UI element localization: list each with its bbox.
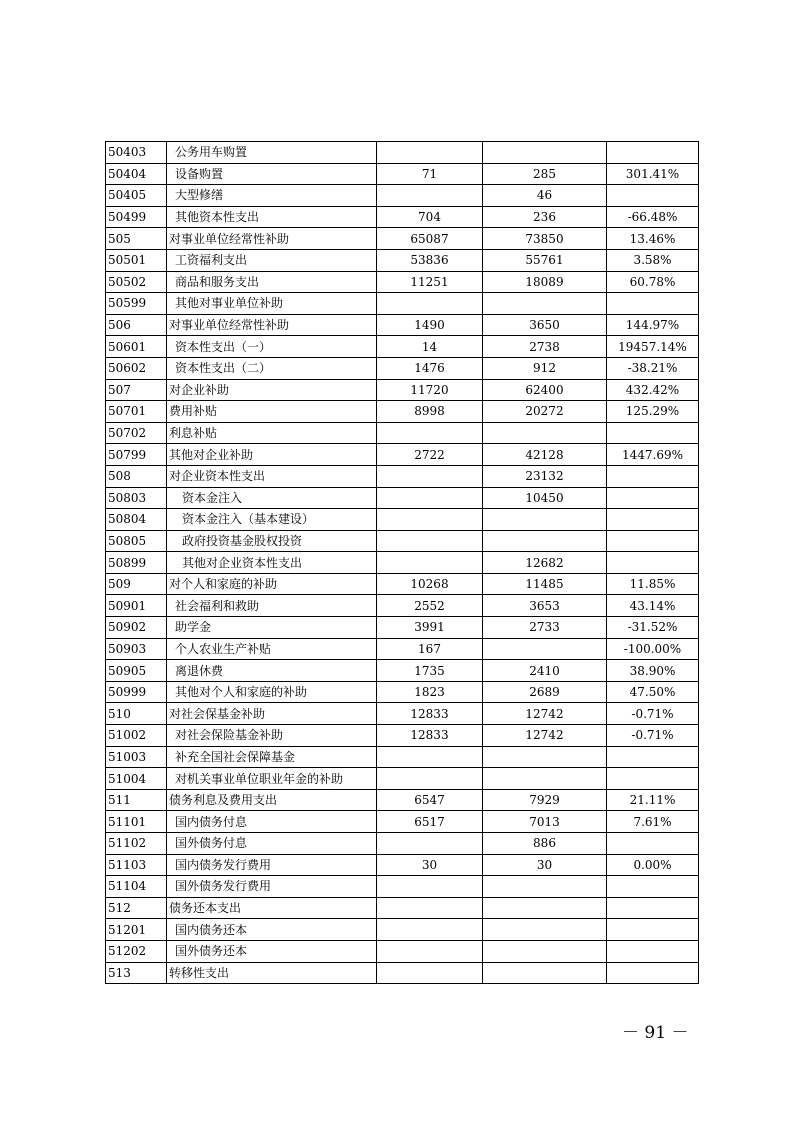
account-name-cell: 资本性支出（二） [167,357,377,379]
current-amount-cell: 30 [483,854,607,876]
change-percent-cell: 19457.14% [607,336,699,358]
table-row [106,530,699,552]
change-percent-cell: -66.48% [607,206,699,228]
table-row [106,357,699,379]
account-code-cell: 51202 [106,940,167,962]
account-name-cell: 补充全国社会保障基金 [167,746,377,768]
current-amount-cell: 23132 [483,465,607,487]
change-percent-cell [607,185,699,207]
current-amount-cell: 886 [483,833,607,855]
account-code-cell: 50899 [106,552,167,574]
prior-amount-cell: 53836 [377,249,483,271]
account-code-cell: 50903 [106,638,167,660]
account-name-cell: 个人农业生产补贴 [167,638,377,660]
change-percent-cell [607,509,699,531]
prior-amount-cell: 11720 [377,379,483,401]
account-code-cell: 513 [106,962,167,984]
current-amount-cell: 46 [483,185,607,207]
prior-amount-cell: 6547 [377,789,483,811]
prior-amount-cell: 12833 [377,703,483,725]
prior-amount-cell [377,919,483,941]
prior-amount-cell [377,465,483,487]
table-row [106,401,699,423]
account-name-cell: 大型修缮 [167,185,377,207]
account-name-cell: 设备购置 [167,163,377,185]
account-name-cell: 政府投资基金股权投资 [167,530,377,552]
account-code-cell: 50805 [106,530,167,552]
account-code-cell: 50404 [106,163,167,185]
current-amount-cell: 7013 [483,811,607,833]
table-row [106,854,699,876]
account-code-cell: 50502 [106,271,167,293]
account-code-cell: 508 [106,465,167,487]
table-row [106,206,699,228]
account-code-cell: 512 [106,897,167,919]
account-code-cell: 50701 [106,401,167,423]
prior-amount-cell [377,897,483,919]
account-name-cell: 离退休费 [167,660,377,682]
account-code-cell: 51201 [106,919,167,941]
prior-amount-cell: 12833 [377,725,483,747]
prior-amount-cell: 8998 [377,401,483,423]
prior-amount-cell: 704 [377,206,483,228]
change-percent-cell [607,919,699,941]
prior-amount-cell: 1735 [377,660,483,682]
prior-amount-cell: 167 [377,638,483,660]
account-code-cell: 509 [106,573,167,595]
prior-amount-cell [377,552,483,574]
table-row [106,271,699,293]
account-code-cell: 507 [106,379,167,401]
account-code-cell: 50905 [106,660,167,682]
table-row [106,617,699,639]
account-code-cell: 51004 [106,768,167,790]
change-percent-cell [607,487,699,509]
table-row [106,833,699,855]
prior-amount-cell [377,487,483,509]
table-row [106,336,699,358]
account-name-cell: 国内债务付息 [167,811,377,833]
table-row [106,509,699,531]
account-name-cell: 对企业资本性支出 [167,465,377,487]
current-amount-cell: 11485 [483,573,607,595]
account-name-cell: 资本金注入 [167,487,377,509]
current-amount-cell: 10450 [483,487,607,509]
prior-amount-cell [377,746,483,768]
account-code-cell: 51002 [106,725,167,747]
change-percent-cell: -38.21% [607,357,699,379]
current-amount-cell: 285 [483,163,607,185]
account-code-cell: 50803 [106,487,167,509]
account-code-cell: 50405 [106,185,167,207]
account-name-cell: 对社会保险基金补助 [167,725,377,747]
account-name-cell: 对企业补助 [167,379,377,401]
prior-amount-cell [377,940,483,962]
change-percent-cell [607,962,699,984]
account-code-cell: 51102 [106,833,167,855]
prior-amount-cell [377,876,483,898]
table-row [106,142,699,164]
change-percent-cell [607,768,699,790]
current-amount-cell: 7929 [483,789,607,811]
current-amount-cell: 42128 [483,444,607,466]
account-name-cell: 社会福利和救助 [167,595,377,617]
account-name-cell: 对机关事业单位职业年金的补助 [167,768,377,790]
change-percent-cell [607,422,699,444]
account-name-cell: 助学金 [167,617,377,639]
account-code-cell: 510 [106,703,167,725]
current-amount-cell [483,638,607,660]
prior-amount-cell [377,833,483,855]
change-percent-cell: 125.29% [607,401,699,423]
prior-amount-cell: 3991 [377,617,483,639]
current-amount-cell: 12742 [483,703,607,725]
account-name-cell: 其他对事业单位补助 [167,293,377,315]
change-percent-cell: 144.97% [607,314,699,336]
current-amount-cell: 20272 [483,401,607,423]
table-row [106,681,699,703]
account-code-cell: 50499 [106,206,167,228]
table-row [106,962,699,984]
table-row [106,638,699,660]
account-code-cell: 50804 [106,509,167,531]
change-percent-cell [607,876,699,898]
change-percent-cell: 432.42% [607,379,699,401]
change-percent-cell: -100.00% [607,638,699,660]
current-amount-cell [483,142,607,164]
table-row [106,314,699,336]
change-percent-cell: 38.90% [607,660,699,682]
current-amount-cell [483,746,607,768]
account-name-cell: 工资福利支出 [167,249,377,271]
account-code-cell: 50602 [106,357,167,379]
account-name-cell: 债务利息及费用支出 [167,789,377,811]
account-code-cell: 50901 [106,595,167,617]
table-body [106,142,699,984]
account-name-cell: 债务还本支出 [167,897,377,919]
account-code-cell: 50799 [106,444,167,466]
budget-table [105,141,699,984]
change-percent-cell: -0.71% [607,725,699,747]
table-row [106,163,699,185]
change-percent-cell: 60.78% [607,271,699,293]
account-code-cell: 511 [106,789,167,811]
table-row [106,789,699,811]
change-percent-cell [607,530,699,552]
table-row [106,595,699,617]
change-percent-cell: 1447.69% [607,444,699,466]
page-number: － 91 － [622,1023,689,1043]
change-percent-cell [607,833,699,855]
account-name-cell: 利息补贴 [167,422,377,444]
prior-amount-cell: 14 [377,336,483,358]
current-amount-cell [483,962,607,984]
account-name-cell: 对个人和家庭的补助 [167,573,377,595]
change-percent-cell: 43.14% [607,595,699,617]
prior-amount-cell [377,962,483,984]
current-amount-cell: 236 [483,206,607,228]
current-amount-cell: 18089 [483,271,607,293]
current-amount-cell: 73850 [483,228,607,250]
current-amount-cell: 2738 [483,336,607,358]
account-code-cell: 505 [106,228,167,250]
current-amount-cell [483,919,607,941]
table-row [106,746,699,768]
account-name-cell: 其他资本性支出 [167,206,377,228]
account-name-cell: 费用补贴 [167,401,377,423]
change-percent-cell: 301.41% [607,163,699,185]
prior-amount-cell: 10268 [377,573,483,595]
account-name-cell: 公务用车购置 [167,142,377,164]
prior-amount-cell [377,509,483,531]
account-code-cell: 50601 [106,336,167,358]
table-row [106,422,699,444]
current-amount-cell: 62400 [483,379,607,401]
current-amount-cell [483,940,607,962]
account-name-cell: 国内债务还本 [167,919,377,941]
change-percent-cell: -31.52% [607,617,699,639]
prior-amount-cell: 1476 [377,357,483,379]
account-code-cell: 50902 [106,617,167,639]
account-name-cell: 其他对个人和家庭的补助 [167,681,377,703]
current-amount-cell: 2733 [483,617,607,639]
table-row [106,185,699,207]
change-percent-cell [607,940,699,962]
current-amount-cell: 2410 [483,660,607,682]
prior-amount-cell: 1823 [377,681,483,703]
table-row [106,703,699,725]
change-percent-cell: 3.58% [607,249,699,271]
table-row [106,573,699,595]
account-name-cell: 国内债务发行费用 [167,854,377,876]
prior-amount-cell: 6517 [377,811,483,833]
account-code-cell: 50501 [106,249,167,271]
change-percent-cell [607,465,699,487]
table-row [106,768,699,790]
prior-amount-cell: 1490 [377,314,483,336]
table-row [106,228,699,250]
account-code-cell: 50702 [106,422,167,444]
table-row [106,293,699,315]
table-row [106,660,699,682]
prior-amount-cell: 2552 [377,595,483,617]
account-name-cell: 资本金注入（基本建设） [167,509,377,531]
current-amount-cell [483,768,607,790]
account-name-cell: 对社会保基金补助 [167,703,377,725]
table-row [106,379,699,401]
account-name-cell: 国外债务付息 [167,833,377,855]
table-row [106,811,699,833]
change-percent-cell: -0.71% [607,703,699,725]
current-amount-cell: 12682 [483,552,607,574]
account-code-cell: 50403 [106,142,167,164]
prior-amount-cell [377,185,483,207]
account-code-cell: 51003 [106,746,167,768]
account-code-cell: 506 [106,314,167,336]
prior-amount-cell [377,768,483,790]
account-code-cell: 50999 [106,681,167,703]
current-amount-cell [483,293,607,315]
current-amount-cell: 12742 [483,725,607,747]
account-name-cell: 其他对企业补助 [167,444,377,466]
current-amount-cell [483,509,607,531]
table-row [106,552,699,574]
change-percent-cell: 7.61% [607,811,699,833]
account-name-cell: 对事业单位经常性补助 [167,314,377,336]
current-amount-cell: 3650 [483,314,607,336]
table-row [106,897,699,919]
account-code-cell: 51101 [106,811,167,833]
current-amount-cell [483,897,607,919]
current-amount-cell [483,530,607,552]
current-amount-cell: 2689 [483,681,607,703]
change-percent-cell [607,746,699,768]
prior-amount-cell [377,142,483,164]
prior-amount-cell: 11251 [377,271,483,293]
table-row [106,249,699,271]
prior-amount-cell [377,530,483,552]
prior-amount-cell: 30 [377,854,483,876]
table-row [106,444,699,466]
current-amount-cell [483,422,607,444]
account-name-cell: 其他对企业资本性支出 [167,552,377,574]
prior-amount-cell [377,293,483,315]
current-amount-cell [483,876,607,898]
change-percent-cell: 13.46% [607,228,699,250]
prior-amount-cell: 71 [377,163,483,185]
table-row [106,465,699,487]
change-percent-cell [607,142,699,164]
change-percent-cell: 11.85% [607,573,699,595]
account-code-cell: 51103 [106,854,167,876]
current-amount-cell: 3653 [483,595,607,617]
change-percent-cell [607,552,699,574]
change-percent-cell [607,293,699,315]
account-name-cell: 国外债务还本 [167,940,377,962]
account-name-cell: 对事业单位经常性补助 [167,228,377,250]
account-name-cell: 商品和服务支出 [167,271,377,293]
table-row [106,940,699,962]
account-code-cell: 51104 [106,876,167,898]
prior-amount-cell: 2722 [377,444,483,466]
account-name-cell: 资本性支出（一） [167,336,377,358]
change-percent-cell: 0.00% [607,854,699,876]
table-row [106,876,699,898]
prior-amount-cell [377,422,483,444]
prior-amount-cell: 65087 [377,228,483,250]
account-name-cell: 国外债务发行费用 [167,876,377,898]
change-percent-cell: 47.50% [607,681,699,703]
change-percent-cell [607,897,699,919]
account-name-cell: 转移性支出 [167,962,377,984]
change-percent-cell: 21.11% [607,789,699,811]
current-amount-cell: 55761 [483,249,607,271]
current-amount-cell: 912 [483,357,607,379]
account-code-cell: 50599 [106,293,167,315]
table-row [106,487,699,509]
table-row [106,725,699,747]
table-row [106,919,699,941]
